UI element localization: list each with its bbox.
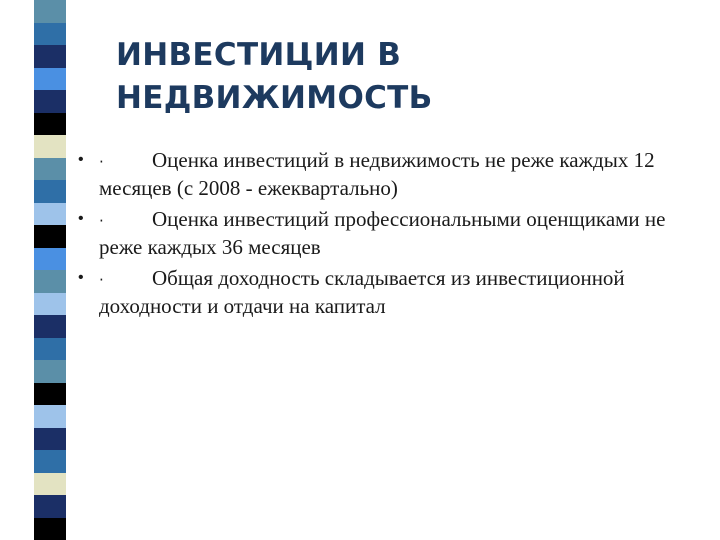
decorative-stripe [34, 180, 66, 203]
decorative-stripe [34, 360, 66, 383]
slide-title-line-1: ИНВЕСТИЦИИ В [116, 37, 402, 73]
decorative-stripe [34, 315, 66, 338]
decorative-stripe [34, 113, 66, 136]
bullet-item [72, 265, 712, 319]
slide-title-line-2: НЕДВИЖИМОСТЬ [116, 80, 433, 116]
bullet-list [72, 147, 712, 324]
decorative-stripe [34, 135, 66, 158]
decorative-stripe [34, 68, 66, 91]
decorative-stripe-bar [34, 0, 66, 540]
sub-bullet-icon: · [99, 212, 104, 230]
decorative-stripe [34, 158, 66, 181]
decorative-stripe [34, 293, 66, 316]
decorative-stripe [34, 0, 66, 23]
bullet-text: Общая доходность складывается из инвестиционной доходности и отдачи на капитал [99, 266, 625, 318]
decorative-stripe [34, 248, 66, 271]
bullet-item [72, 206, 712, 260]
decorative-stripe [34, 518, 66, 540]
slide-title [116, 34, 676, 120]
bullet-item [72, 147, 712, 201]
bullet-icon: • [78, 151, 84, 168]
decorative-stripe [34, 270, 66, 293]
bullet-text: Оценка инвестиций в недвижимость не реже каждых 12 месяцев (с 2008 - ежеквартально) [99, 148, 655, 200]
decorative-stripe [34, 495, 66, 518]
decorative-stripe [34, 225, 66, 248]
decorative-stripe [34, 45, 66, 68]
decorative-stripe [34, 473, 66, 496]
sub-bullet-icon: · [99, 271, 104, 289]
decorative-stripe [34, 23, 66, 46]
decorative-stripe [34, 428, 66, 451]
bullet-icon: • [78, 269, 84, 286]
bullet-icon: • [78, 210, 84, 227]
decorative-stripe [34, 405, 66, 428]
decorative-stripe [34, 338, 66, 361]
bullet-text: Оценка инвестиций профессиональными оценщиками не реже каждых 36 месяцев [99, 207, 666, 259]
sub-bullet-icon: · [99, 153, 104, 171]
decorative-stripe [34, 203, 66, 226]
decorative-stripe [34, 383, 66, 406]
decorative-stripe [34, 450, 66, 473]
decorative-stripe [34, 90, 66, 113]
